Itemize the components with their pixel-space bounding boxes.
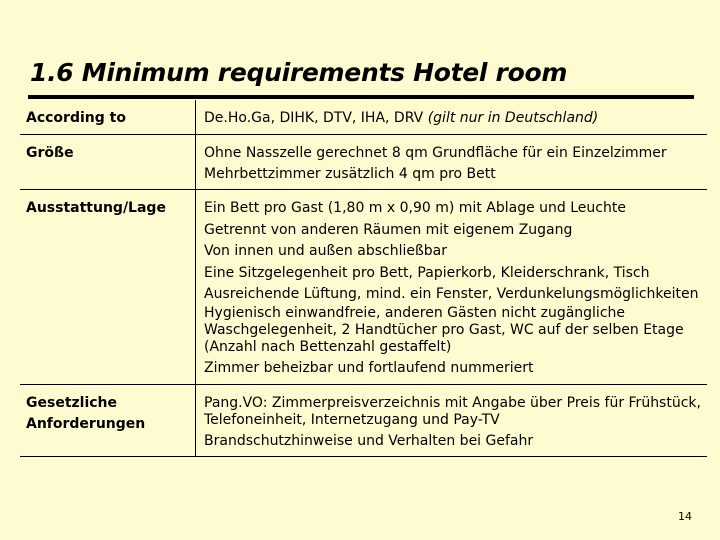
list-item: Ein Bett pro Gast (1,80 m x 0,90 m) mit Ablage und Leuchte	[204, 200, 626, 216]
table-row	[20, 100, 707, 134]
list-item: Brandschutzhinweise und Verhalten bei Gefahr	[204, 432, 534, 449]
list-item: Eine Sitzgelegenheit pro Bett, Papierkorb, Kleiderschrank, Tisch	[204, 264, 650, 281]
list-item: Getrennt von anderen Räumen mit eigenem Zugang	[204, 221, 573, 238]
row-value	[196, 100, 708, 134]
list-item: Mehrbettzimmer zusätzlich 4 qm pro Bett	[204, 165, 496, 182]
list-item: Zimmer beheizbar und fortlaufend nummeriert	[204, 360, 534, 376]
list-item: Ausreichende Lüftung, mind. ein Fenster, Verdunkelungsmöglichkeiten	[204, 286, 699, 302]
table-row	[20, 384, 707, 457]
table-row	[20, 134, 707, 190]
row-label: Größe	[20, 134, 196, 190]
list-item: Von innen und außen abschließbar	[204, 243, 448, 259]
list-item: Hygienisch einwandfreie, anderen Gästen nicht zugängliche Waschgelegenheit, 2 Handtücher pro Gast, WC auf der selben Etage (Anzahl nach Bettenzahl gestaffelt)	[204, 305, 684, 355]
page-number: 14	[678, 510, 692, 523]
row-value	[196, 134, 708, 190]
row-label: According to	[20, 100, 196, 134]
according-to-note: (gilt nur in Deutschland)	[427, 110, 599, 126]
requirements-table	[20, 100, 707, 457]
according-to-text: De.Ho.Ga, DIHK, DTV, IHA, DRV	[204, 110, 424, 126]
table-row	[20, 190, 707, 385]
row-value	[196, 384, 708, 457]
title-underline	[28, 95, 694, 99]
row-label: Ausstattung/Lage	[20, 190, 196, 385]
row-label: Gesetzliche Anforderungen	[20, 384, 196, 457]
slide-title: 1.6 Minimum requirements Hotel room	[30, 58, 568, 87]
list-item: Ohne Nasszelle gerechnet 8 qm Grundfläche für ein Einzelzimmer	[204, 144, 667, 161]
list-item: Pang.VO: Zimmerpreisverzeichnis mit Angabe über Preis für Frühstück, Telefoneinheit, Internetzugang und Pay-TV	[204, 394, 701, 428]
row-value	[196, 190, 708, 385]
